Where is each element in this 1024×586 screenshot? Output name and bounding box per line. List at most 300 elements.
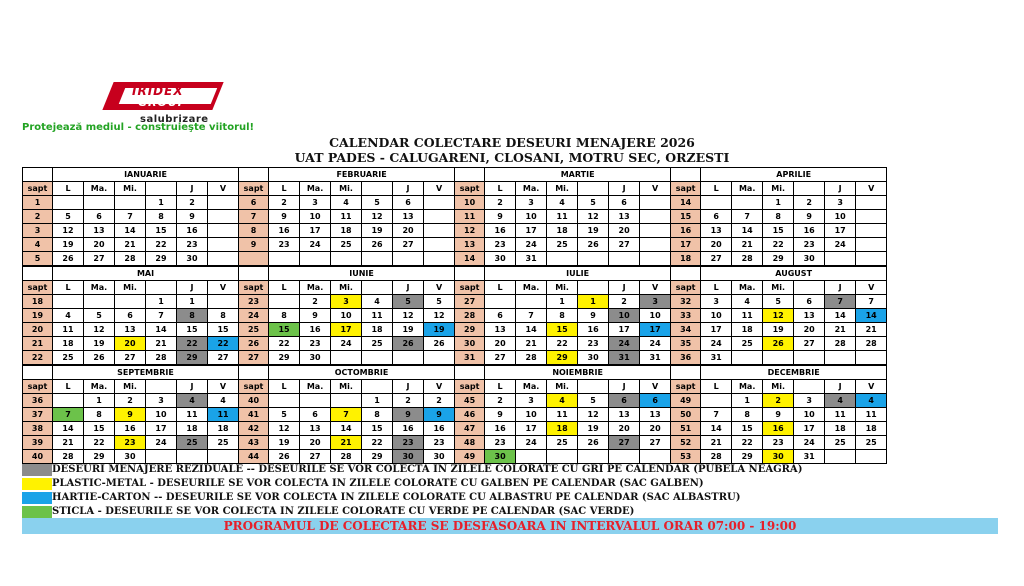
- day-cell: 11: [331, 210, 362, 224]
- day-cell: 27: [208, 351, 239, 366]
- day-cell: 4: [856, 394, 887, 408]
- day-cell: 10: [640, 309, 671, 323]
- day-cell: 13: [609, 408, 640, 422]
- week-number: 28: [455, 309, 485, 323]
- day-cell: 24: [516, 238, 547, 252]
- legend-text: DESEURI MENAJERE REZIDUALE -- DESEURILE SE VOR COLECTA IN ZILELE COLORATE CU GRI PE CALENDAR (PUBELA NEAGRA): [52, 464, 803, 475]
- legend-text: PLASTIC-METAL - DESEURILE SE VOR COLECTA IN ZILELE COLORATE CU GALBEN PE CALENDAR (SAC GALBEN): [52, 478, 704, 489]
- week-header: sapt: [671, 281, 701, 295]
- day-header: Ma.: [732, 182, 763, 196]
- day-cell: 15: [763, 224, 794, 238]
- week-number: 49: [455, 450, 485, 464]
- day-cell: 11: [825, 408, 856, 422]
- day-cell: [578, 450, 609, 464]
- month-name: MARTIE: [485, 168, 671, 182]
- day-cell: 17: [516, 422, 547, 436]
- week-header: sapt: [23, 182, 53, 196]
- day-cell: 15: [269, 323, 300, 337]
- day-cell: 4: [53, 309, 84, 323]
- week-number: 20: [23, 323, 53, 337]
- week-number: 16: [671, 224, 701, 238]
- week-number: 4: [23, 238, 53, 252]
- week-number: 48: [455, 436, 485, 450]
- day-header: Ma.: [516, 182, 547, 196]
- day-cell: 6: [84, 210, 115, 224]
- day-cell: 20: [609, 224, 640, 238]
- day-cell: 17: [825, 224, 856, 238]
- day-cell: 15: [146, 224, 177, 238]
- day-cell: 2: [115, 394, 146, 408]
- day-cell: 8: [547, 309, 578, 323]
- month-name: OCTOMBRIE: [269, 365, 455, 380]
- day-cell: 13: [609, 210, 640, 224]
- day-cell: 12: [763, 309, 794, 323]
- day-cell: 13: [640, 408, 671, 422]
- day-header: J: [177, 182, 208, 196]
- day-cell: [208, 252, 239, 267]
- day-cell: [331, 351, 362, 366]
- month-name: IANUARIE: [53, 168, 239, 182]
- day-cell: 6: [794, 295, 825, 309]
- day-cell: 19: [362, 224, 393, 238]
- day-cell: [547, 450, 578, 464]
- day-cell: 20: [640, 422, 671, 436]
- day-cell: 16: [485, 422, 516, 436]
- day-cell: 2: [609, 295, 640, 309]
- week-number: 22: [23, 351, 53, 366]
- day-header: Ma.: [732, 281, 763, 295]
- day-cell: 24: [640, 337, 671, 351]
- day-cell: 2: [763, 394, 794, 408]
- day-cell: 4: [362, 295, 393, 309]
- week-number: 37: [23, 408, 53, 422]
- day-cell: 20: [115, 337, 146, 351]
- day-header: Mi.: [547, 182, 578, 196]
- day-cell: 23: [300, 337, 331, 351]
- day-cell: 2: [485, 196, 516, 210]
- day-cell: 5: [578, 196, 609, 210]
- week-number: 12: [455, 224, 485, 238]
- day-cell: 29: [84, 450, 115, 464]
- month-corner: [455, 266, 485, 281]
- day-cell: 25: [362, 337, 393, 351]
- month-name: AUGUST: [701, 266, 887, 281]
- day-cell: [424, 210, 455, 224]
- day-cell: 21: [115, 238, 146, 252]
- day-header: J: [177, 380, 208, 394]
- day-cell: 6: [609, 394, 640, 408]
- page-title: CALENDAR COLECTARE DESEURI MENAJERE 2026: [329, 135, 695, 150]
- day-cell: 9: [485, 408, 516, 422]
- day-cell: 10: [825, 210, 856, 224]
- week-number: 26: [239, 337, 269, 351]
- day-header: L: [53, 380, 84, 394]
- logo-text-group: GROUP: [138, 96, 187, 109]
- day-cell: 16: [485, 224, 516, 238]
- day-header: L: [485, 281, 516, 295]
- day-header: L: [269, 380, 300, 394]
- day-cell: 18: [547, 422, 578, 436]
- week-header: sapt: [671, 182, 701, 196]
- day-cell: 15: [208, 323, 239, 337]
- day-header: Ma.: [300, 281, 331, 295]
- day-cell: 26: [393, 337, 424, 351]
- day-cell: 21: [701, 436, 732, 450]
- day-cell: 24: [146, 436, 177, 450]
- day-cell: 8: [362, 408, 393, 422]
- day-header: J: [825, 380, 856, 394]
- day-cell: [208, 196, 239, 210]
- day-header: [362, 182, 393, 196]
- day-cell: [84, 295, 115, 309]
- month-corner: [239, 266, 269, 281]
- day-cell: 11: [547, 210, 578, 224]
- week-number: 25: [239, 323, 269, 337]
- day-header: [146, 281, 177, 295]
- day-cell: 22: [208, 337, 239, 351]
- week-header: sapt: [671, 380, 701, 394]
- day-cell: 30: [393, 450, 424, 464]
- day-cell: 2: [269, 196, 300, 210]
- day-cell: [424, 238, 455, 252]
- day-cell: [856, 196, 887, 210]
- day-cell: 11: [177, 408, 208, 422]
- day-cell: 3: [300, 196, 331, 210]
- day-cell: 15: [177, 323, 208, 337]
- day-cell: 27: [485, 351, 516, 366]
- day-cell: 11: [362, 309, 393, 323]
- day-cell: 5: [393, 295, 424, 309]
- day-cell: 19: [578, 422, 609, 436]
- day-cell: 17: [146, 422, 177, 436]
- day-cell: 27: [640, 436, 671, 450]
- day-cell: 19: [84, 337, 115, 351]
- legend-swatch-gray: [22, 464, 52, 476]
- week-header: sapt: [455, 380, 485, 394]
- day-cell: 7: [146, 309, 177, 323]
- day-cell: 30: [115, 450, 146, 464]
- day-cell: [53, 295, 84, 309]
- day-cell: 21: [146, 337, 177, 351]
- day-header: [146, 182, 177, 196]
- day-cell: [856, 210, 887, 224]
- week-number: 18: [671, 252, 701, 267]
- day-cell: [424, 351, 455, 366]
- day-cell: 21: [825, 323, 856, 337]
- day-cell: 25: [331, 238, 362, 252]
- legend: [22, 463, 998, 519]
- day-cell: 13: [300, 422, 331, 436]
- month-corner: [23, 365, 53, 380]
- week-number: 44: [239, 450, 269, 464]
- week-number: 24: [239, 309, 269, 323]
- day-cell: 17: [331, 323, 362, 337]
- day-cell: 8: [177, 309, 208, 323]
- day-cell: 18: [547, 224, 578, 238]
- week-number: [239, 252, 269, 267]
- day-cell: 28: [331, 450, 362, 464]
- day-header: L: [53, 182, 84, 196]
- month-corner: [455, 168, 485, 182]
- day-cell: 2: [393, 394, 424, 408]
- day-cell: 25: [53, 351, 84, 366]
- day-cell: 7: [732, 210, 763, 224]
- day-cell: [856, 450, 887, 464]
- day-cell: 1: [763, 196, 794, 210]
- day-cell: 15: [362, 422, 393, 436]
- day-cell: 21: [856, 323, 887, 337]
- day-cell: [53, 394, 84, 408]
- day-cell: 31: [701, 351, 732, 366]
- day-cell: 30: [300, 351, 331, 366]
- day-cell: 29: [547, 351, 578, 366]
- day-cell: 23: [485, 436, 516, 450]
- day-header: Ma.: [84, 281, 115, 295]
- day-header: Mi.: [547, 281, 578, 295]
- month-corner: [239, 365, 269, 380]
- day-header: J: [393, 380, 424, 394]
- week-number: 17: [671, 238, 701, 252]
- day-cell: 15: [732, 422, 763, 436]
- day-header: V: [640, 380, 671, 394]
- day-cell: 30: [424, 450, 455, 464]
- day-cell: 23: [115, 436, 146, 450]
- week-number: 50: [671, 408, 701, 422]
- day-cell: 16: [177, 224, 208, 238]
- day-cell: 16: [794, 224, 825, 238]
- legend-swatch-green: [22, 506, 52, 518]
- day-cell: [825, 450, 856, 464]
- day-cell: [609, 252, 640, 267]
- day-cell: 3: [331, 295, 362, 309]
- day-cell: 25: [825, 436, 856, 450]
- day-cell: 13: [485, 323, 516, 337]
- day-cell: 4: [177, 394, 208, 408]
- day-cell: 26: [424, 337, 455, 351]
- day-cell: 16: [393, 422, 424, 436]
- day-cell: 1: [362, 394, 393, 408]
- day-cell: 7: [825, 295, 856, 309]
- day-cell: 28: [701, 450, 732, 464]
- week-number: 40: [239, 394, 269, 408]
- day-header: V: [424, 281, 455, 295]
- day-header: V: [856, 182, 887, 196]
- day-cell: 30: [177, 252, 208, 267]
- day-cell: 18: [856, 422, 887, 436]
- day-cell: 17: [609, 323, 640, 337]
- week-number: 27: [455, 295, 485, 309]
- day-header: J: [609, 281, 640, 295]
- day-header: [362, 380, 393, 394]
- day-header: L: [53, 281, 84, 295]
- day-cell: 2: [300, 295, 331, 309]
- day-cell: 26: [84, 351, 115, 366]
- day-header: Ma.: [732, 380, 763, 394]
- day-header: [578, 182, 609, 196]
- day-cell: 25: [732, 337, 763, 351]
- day-cell: 25: [547, 238, 578, 252]
- day-cell: 3: [516, 196, 547, 210]
- legend-swatch-yellow: [22, 478, 52, 490]
- day-cell: 21: [331, 436, 362, 450]
- day-cell: [300, 394, 331, 408]
- day-cell: 26: [269, 450, 300, 464]
- week-number: 9: [239, 238, 269, 252]
- day-cell: 9: [393, 408, 424, 422]
- day-cell: 1: [146, 196, 177, 210]
- day-cell: 20: [701, 238, 732, 252]
- day-cell: 23: [794, 238, 825, 252]
- week-number: 42: [239, 422, 269, 436]
- day-cell: 18: [177, 422, 208, 436]
- week-number: 21: [23, 337, 53, 351]
- day-cell: 6: [115, 309, 146, 323]
- day-cell: 28: [825, 337, 856, 351]
- week-number: 15: [671, 210, 701, 224]
- day-cell: [331, 252, 362, 267]
- day-cell: 20: [300, 436, 331, 450]
- day-cell: 22: [177, 337, 208, 351]
- day-cell: 9: [424, 408, 455, 422]
- day-cell: 7: [115, 210, 146, 224]
- day-cell: 22: [362, 436, 393, 450]
- page-subtitle: UAT PADES - CALUGARENI, CLOSANI, MOTRU SEC, ORZESTI: [294, 150, 730, 165]
- day-header: J: [609, 380, 640, 394]
- day-cell: 22: [146, 238, 177, 252]
- day-cell: 14: [825, 309, 856, 323]
- day-cell: 31: [609, 351, 640, 366]
- day-header: V: [424, 182, 455, 196]
- day-cell: [856, 238, 887, 252]
- day-cell: 5: [269, 408, 300, 422]
- week-number: 19: [23, 309, 53, 323]
- week-number: 1: [23, 196, 53, 210]
- day-header: V: [640, 182, 671, 196]
- month-name: MAI: [53, 266, 239, 281]
- day-cell: 22: [269, 337, 300, 351]
- day-cell: 27: [794, 337, 825, 351]
- day-cell: 19: [53, 238, 84, 252]
- day-cell: 16: [300, 323, 331, 337]
- day-cell: 30: [578, 351, 609, 366]
- day-cell: 22: [84, 436, 115, 450]
- day-header: Mi.: [763, 182, 794, 196]
- day-cell: 29: [763, 252, 794, 267]
- day-cell: 13: [115, 323, 146, 337]
- day-cell: [300, 252, 331, 267]
- week-number: 47: [455, 422, 485, 436]
- day-cell: 24: [609, 337, 640, 351]
- day-cell: 16: [424, 422, 455, 436]
- day-cell: 23: [393, 436, 424, 450]
- day-cell: 19: [393, 323, 424, 337]
- day-cell: 1: [547, 295, 578, 309]
- day-header: Ma.: [300, 380, 331, 394]
- day-cell: [516, 450, 547, 464]
- day-cell: 27: [84, 252, 115, 267]
- day-cell: 5: [424, 295, 455, 309]
- day-cell: 8: [269, 309, 300, 323]
- month-name: IUNIE: [269, 266, 455, 281]
- day-cell: 18: [362, 323, 393, 337]
- day-cell: 31: [516, 252, 547, 267]
- day-cell: 14: [516, 323, 547, 337]
- day-header: Ma.: [516, 281, 547, 295]
- slogan: Protejează mediul - construieşte viitorul!: [22, 122, 255, 133]
- day-cell: 11: [547, 408, 578, 422]
- day-cell: 26: [578, 238, 609, 252]
- month-corner: [23, 266, 53, 281]
- month-corner: [239, 168, 269, 182]
- day-cell: 5: [84, 309, 115, 323]
- day-cell: 12: [393, 309, 424, 323]
- day-cell: 24: [701, 337, 732, 351]
- day-cell: 28: [732, 252, 763, 267]
- day-cell: 18: [825, 422, 856, 436]
- day-header: Ma.: [84, 380, 115, 394]
- week-number: 11: [455, 210, 485, 224]
- day-cell: 23: [177, 238, 208, 252]
- day-cell: 3: [516, 394, 547, 408]
- day-cell: 17: [701, 323, 732, 337]
- legend-text: STICLA - DESEURILE SE VOR COLECTA IN ZILELE COLORATE CU VERDE PE CALENDAR (SAC VERDE): [52, 506, 635, 517]
- legend-item-gray: [22, 463, 998, 477]
- legend-swatch-blue: [22, 492, 52, 504]
- day-cell: 1: [84, 394, 115, 408]
- day-cell: 10: [146, 408, 177, 422]
- day-header: J: [393, 182, 424, 196]
- day-cell: 24: [300, 238, 331, 252]
- day-header: J: [609, 182, 640, 196]
- day-cell: 12: [362, 210, 393, 224]
- month-name: APRILIE: [701, 168, 887, 182]
- day-header: [794, 182, 825, 196]
- day-header: Mi.: [115, 182, 146, 196]
- day-cell: 25: [177, 436, 208, 450]
- day-header: Mi.: [331, 380, 362, 394]
- day-cell: 11: [53, 323, 84, 337]
- day-cell: [485, 295, 516, 309]
- day-cell: [269, 394, 300, 408]
- day-cell: 14: [53, 422, 84, 436]
- day-cell: 5: [362, 196, 393, 210]
- day-cell: 20: [485, 337, 516, 351]
- day-cell: 13: [84, 224, 115, 238]
- day-cell: [177, 450, 208, 464]
- day-cell: 10: [794, 408, 825, 422]
- day-header: V: [856, 380, 887, 394]
- day-cell: [825, 252, 856, 267]
- day-cell: 12: [53, 224, 84, 238]
- day-cell: 28: [516, 351, 547, 366]
- day-cell: 20: [393, 224, 424, 238]
- day-cell: [640, 252, 671, 267]
- day-cell: 24: [794, 436, 825, 450]
- month-name: FEBRUARIE: [269, 168, 455, 182]
- legend-item-blue: [22, 491, 998, 505]
- day-cell: 4: [732, 295, 763, 309]
- day-header: J: [393, 281, 424, 295]
- day-cell: [732, 196, 763, 210]
- day-cell: 6: [609, 196, 640, 210]
- week-number: 2: [23, 210, 53, 224]
- day-cell: 13: [794, 309, 825, 323]
- month-name: SEPTEMBRIE: [53, 365, 239, 380]
- day-cell: 27: [701, 252, 732, 267]
- day-cell: 29: [177, 351, 208, 366]
- day-header: [578, 380, 609, 394]
- day-cell: 3: [825, 196, 856, 210]
